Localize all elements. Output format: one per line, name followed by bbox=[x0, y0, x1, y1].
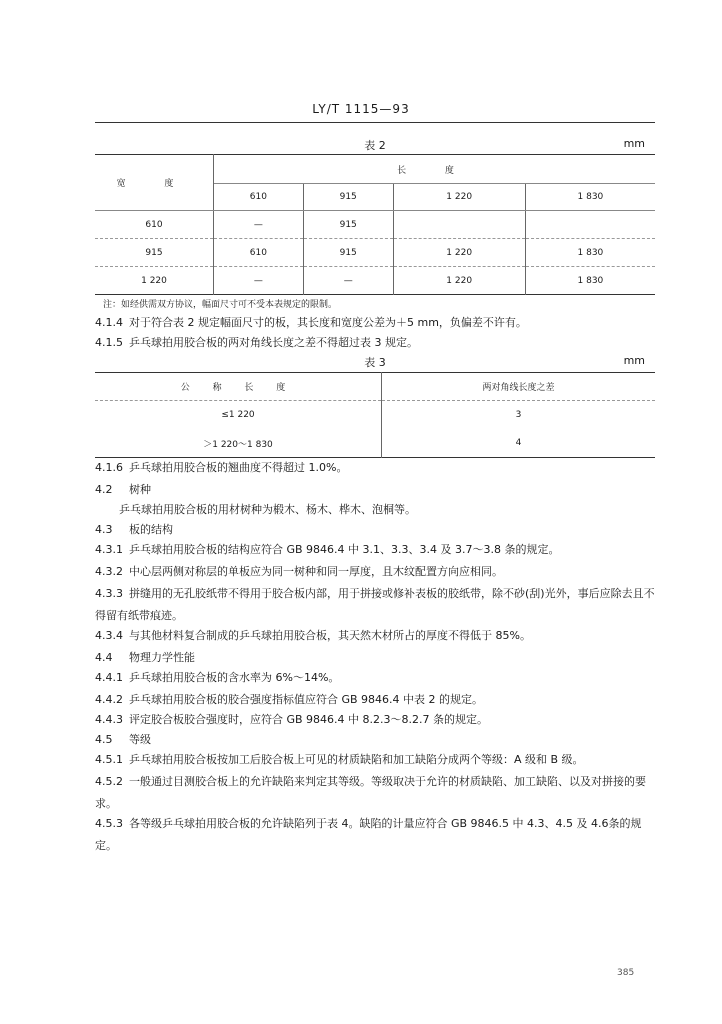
section-4-4 bbox=[95, 647, 660, 669]
clause-text: 乒乓球拍用胶合板的翘曲度不得超过 1.0%。 bbox=[129, 461, 348, 474]
clause-text: 对于符合表 2 规定幅面尺寸的板，其长度和宽度公差为＋5 mm，负偏差不许有。 bbox=[129, 316, 527, 329]
clause-4-4-2 bbox=[95, 689, 660, 711]
table2-title: 表 2 bbox=[364, 139, 386, 152]
clause-4-5-1 bbox=[95, 749, 660, 771]
clause-text: 一般通过目测胶合板上的允许缺陷来判定其等级。等级取决于允许的材质缺陷、加工缺陷、以及对拼接的要求。 bbox=[95, 775, 646, 810]
clause-text: 物理力学性能 bbox=[129, 651, 195, 664]
clause-number: 4.4.1 bbox=[95, 671, 123, 684]
table2-cell bbox=[525, 211, 655, 239]
clause-number: 4.5 bbox=[95, 733, 113, 746]
clause-4-1-5 bbox=[95, 332, 660, 354]
table2-row-width: 915 bbox=[95, 239, 214, 267]
header-rule bbox=[95, 122, 655, 123]
clause-text: 乒乓球拍用胶合板的结构应符合 GB 9846.4 中 3.1、3.3、3.4 及 3.7～3.8 条的规定。 bbox=[129, 543, 560, 556]
table3-row bbox=[95, 401, 655, 430]
table2-col-header: 1 220 bbox=[393, 184, 525, 211]
table2-note: 注：如经供需双方协议，幅面尺寸可不受本表规定的限制。 bbox=[103, 300, 338, 310]
clause-number: 4.2 bbox=[95, 483, 113, 496]
table2-row-width: 1 220 bbox=[95, 267, 214, 295]
clause-text: 评定胶合板胶合强度时，应符合 GB 9846.4 中 8.2.3～8.2.7 条的规定。 bbox=[129, 713, 489, 726]
table2-cell: 1 830 bbox=[577, 275, 604, 286]
clause-text: 各等级乒乓球拍用胶合板的允许缺陷列于表 4。缺陷的计量应符合 GB 9846.5 中 4.3、4.5 及 4.6条的规定。 bbox=[95, 817, 642, 852]
table3-header-length: 公 称 长 度 bbox=[95, 373, 382, 401]
clause-4-3-3 bbox=[95, 583, 660, 627]
section-4-2 bbox=[95, 479, 660, 501]
clause-4-3-1 bbox=[95, 539, 660, 561]
clause-4-3-2 bbox=[95, 561, 660, 583]
table2-cell: 1 830 bbox=[525, 239, 655, 267]
section-4-5 bbox=[95, 729, 660, 751]
clause-number: 4.3.1 bbox=[95, 543, 123, 556]
clause-text: 等级 bbox=[129, 733, 151, 746]
table2-length-header: 长 度 bbox=[214, 155, 656, 184]
table2-cell: 610 bbox=[214, 239, 304, 267]
clause-number: 4.5.3 bbox=[95, 817, 123, 830]
clause-4-4-3 bbox=[95, 709, 660, 731]
table3-length: ≤1 220 bbox=[95, 401, 382, 430]
clause-number: 4.3.3 bbox=[95, 587, 123, 600]
page-number: 385 bbox=[617, 968, 635, 978]
table3-diff: 4 bbox=[515, 438, 522, 448]
table2-col-header: 915 bbox=[303, 184, 393, 211]
table2-cell: 1 220 bbox=[393, 267, 525, 295]
clause-number: 4.1.4 bbox=[95, 316, 123, 329]
table2-row bbox=[95, 239, 655, 267]
table3-row bbox=[95, 429, 655, 458]
table3-unit: mm bbox=[623, 354, 645, 367]
clause-number: 4.5.2 bbox=[95, 775, 123, 788]
clause-4-2-body bbox=[119, 499, 659, 521]
table2 bbox=[95, 154, 655, 295]
clause-4-1-4 bbox=[95, 312, 660, 334]
clause-text: 板的结构 bbox=[129, 523, 173, 536]
section-4-3 bbox=[95, 519, 660, 541]
clause-text: 乒乓球拍用胶合板的用材树种为椴木、杨木、桦木、泡桐等。 bbox=[119, 503, 416, 516]
clause-number: 4.3.4 bbox=[95, 629, 123, 642]
clause-text: 乒乓球拍用胶合板的两对角线长度之差不得超过表 3 规定。 bbox=[129, 336, 418, 349]
clause-text: 树种 bbox=[129, 483, 151, 496]
clause-text: 中心层两侧对称层的单板应为同一树种和同一厚度，且木纹配置方向应相同。 bbox=[129, 565, 503, 578]
table2-cell: 915 bbox=[303, 211, 393, 239]
table3-diff: 3 bbox=[515, 410, 522, 420]
table2-row bbox=[95, 211, 655, 239]
table3-title: 表 3 bbox=[364, 356, 386, 369]
clause-number: 4.5.1 bbox=[95, 753, 123, 766]
table2-col-header: 1 830 bbox=[525, 184, 655, 211]
clause-4-5-3 bbox=[95, 813, 660, 857]
standard-code-header: LY/T 1115—93 bbox=[312, 102, 410, 116]
table2-cell bbox=[393, 211, 525, 239]
table2-cell: 915 bbox=[303, 239, 393, 267]
clause-text: 拼缝用的无孔胶纸带不得用于胶合板内部，用于拼接或修补表板的胶纸带，除不砂(刮)光外，事后应除去且不得留有纸带痕迹。 bbox=[95, 587, 655, 622]
clause-number: 4.1.6 bbox=[95, 461, 123, 474]
table3-length: ＞1 220～1 830 bbox=[95, 429, 382, 458]
table2-col-header: 610 bbox=[214, 184, 304, 211]
clause-4-5-2 bbox=[95, 771, 660, 815]
clause-4-1-6 bbox=[95, 457, 660, 479]
table2-row bbox=[95, 267, 655, 295]
table2-cell: 1 220 bbox=[393, 239, 525, 267]
table2-cell: — bbox=[214, 267, 304, 295]
clause-text: 乒乓球拍用胶合板按加工后胶合板上可见的材质缺陷和加工缺陷分成两个等级：A 级和 B 级。 bbox=[129, 753, 584, 766]
clause-number: 4.1.5 bbox=[95, 336, 123, 349]
clause-number: 4.4 bbox=[95, 651, 113, 664]
clause-number: 4.3 bbox=[95, 523, 113, 536]
clause-number: 4.4.2 bbox=[95, 693, 123, 706]
table2-cell: — bbox=[303, 267, 393, 295]
clause-text: 乒乓球拍用胶合板的含水率为 6%～14%。 bbox=[129, 671, 340, 684]
clause-number: 4.3.2 bbox=[95, 565, 123, 578]
clause-text: 乒乓球拍用胶合板的胶合强度指标值应符合 GB 9846.4 中表 2 的规定。 bbox=[129, 693, 484, 706]
clause-text: 与其他材料复合制成的乒乓球拍用胶合板，其天然木材所占的厚度不得低于 85%。 bbox=[129, 629, 531, 642]
clause-4-4-1 bbox=[95, 667, 660, 689]
table3 bbox=[95, 372, 655, 458]
table2-width-header: 宽 度 bbox=[95, 155, 214, 211]
table2-unit: mm bbox=[623, 137, 645, 150]
clause-4-3-4 bbox=[95, 625, 660, 647]
table2-row-width: 610 bbox=[95, 211, 214, 239]
clause-number: 4.4.3 bbox=[95, 713, 123, 726]
table2-cell: — bbox=[214, 211, 304, 239]
table3-header-diff: 两对角线长度之差 bbox=[382, 373, 656, 401]
